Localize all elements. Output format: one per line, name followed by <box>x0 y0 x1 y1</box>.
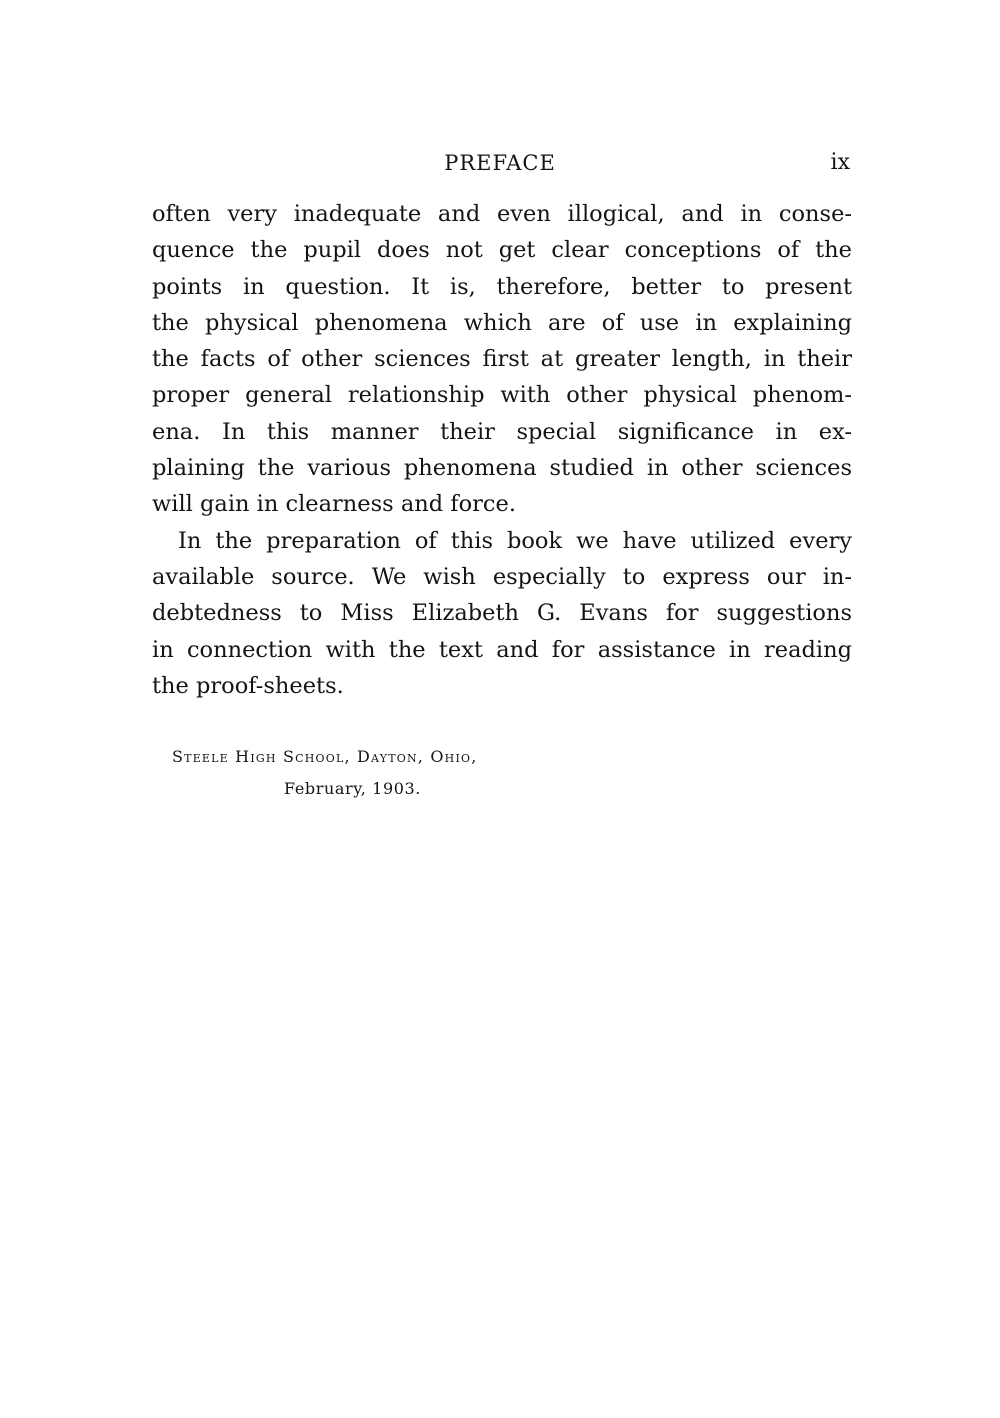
text-line: will gain in clearness and force. <box>152 491 516 518</box>
paragraph <box>152 523 852 704</box>
text-line: In the preparation of this book we have utilized every <box>178 527 852 554</box>
running-title: PREFACE <box>444 151 556 175</box>
text-line: points in question. It is, therefore, better to present <box>152 273 852 300</box>
text-line: often very inadequate and even illogical, and in conse- <box>152 201 852 227</box>
page-number: ix <box>830 150 850 175</box>
body-text <box>152 196 852 704</box>
text-line: plaining the various phenomena studied in other sciences <box>152 455 852 482</box>
text-line: ena. In this manner their special significance in ex- <box>152 418 852 445</box>
text-line: debtedness to Miss Elizabeth G. Evans for suggestions <box>152 600 852 627</box>
text-line: in connection with the text and for assistance in reading <box>152 636 852 663</box>
signoff-date: February, 1903. <box>284 779 421 798</box>
paragraph <box>152 196 852 523</box>
text-line: proper general relationship with other physical phenom- <box>152 382 852 409</box>
text-line: the proof-sheets. <box>152 672 344 699</box>
text-line: quence the pupil does not get clear conceptions of the <box>152 237 852 264</box>
text-line: the physical phenomena which are of use in explaining <box>152 309 852 336</box>
running-head <box>150 148 850 178</box>
text-line: the facts of other sciences first at greater length, in their <box>152 346 852 373</box>
text-line: available source. We wish especially to express our in- <box>152 563 852 590</box>
signoff-place: Steele High School, Dayton, Ohio, <box>172 747 478 766</box>
signoff <box>172 744 732 802</box>
